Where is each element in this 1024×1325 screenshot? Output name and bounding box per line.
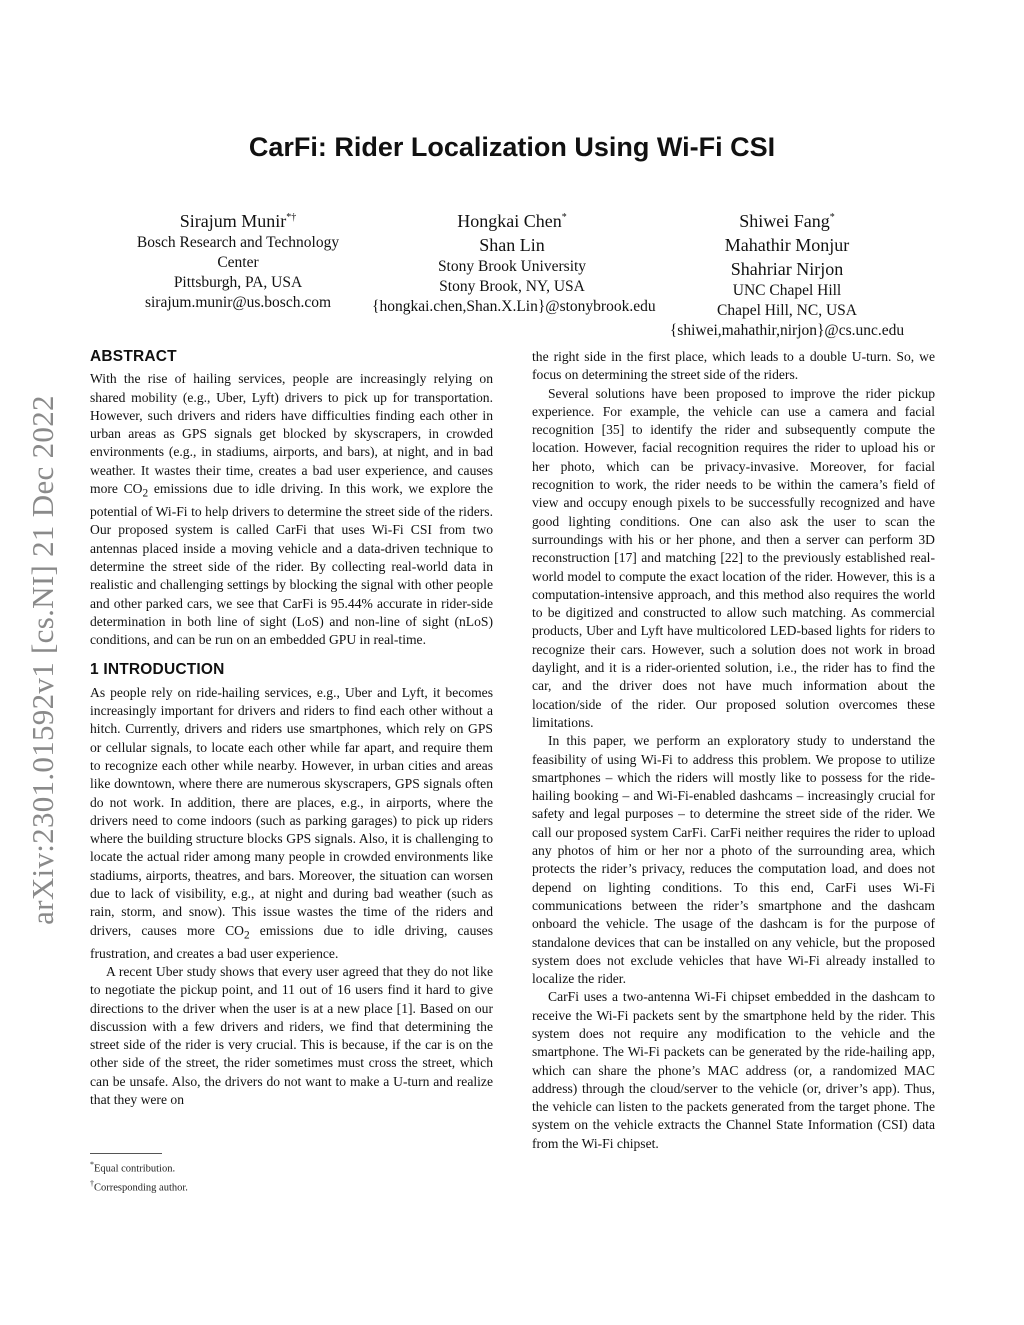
author-affiliation: Stony Brook University (437, 258, 587, 275)
author-affiliation: UNC Chapel Hill (732, 282, 842, 299)
author-block-munir (110, 206, 366, 313)
author-email[interactable]: {shiwei,mahathir,nirjon}@cs.unc.edu (669, 322, 905, 339)
intro-paragraph-2-continued: the right side in the first place, which leads to a double U-turn. So, we focus on determining the street side of the riders. (532, 349, 935, 383)
introduction-heading: 1 INTRODUCTION (90, 661, 225, 679)
author-name: Mahathir Monjur (724, 235, 850, 255)
intro-paragraph-3: Several solutions have been proposed to improve the rider pickup experience. For example, the vehicle can use a camera and facial recognition [35] to identify the rider and subsequently compute the location. However, facial recognition requires the rider to upload his or her photo, which can be privacy-invasive. Moreover, for facial recognition to work, the rider needs to be within the camera’s field of view and occupy enough pixels to be successfully recognized and have good lighting conditions. One can also ask the user to scan the surroundings with his or her phone, and then a server can perform 3D reconstruction [17] and matching [22] to the previously established real-world model to compute the exact location of the rider. However, this is a computation-intensive approach, and this method also requires the world to be digitized and constructed to allow such matching. As commercial products, Uber and Lyft have multicolored LED-based lights for riders to recognize their cars. However, such a solution does not work in broad daylight, and it is a rider-oriented solution, i.e., the rider has to find the car, and the driver does not have much information about the location/side of the rider. Our proposed solution overcomes these limitations. (532, 385, 935, 730)
abstract-heading: ABSTRACT (90, 348, 177, 365)
right-column (532, 348, 935, 1153)
author-location: Chapel Hill, NC, USA (717, 302, 857, 319)
author-name: Shan Lin (479, 235, 545, 255)
author-location: Stony Brook, NY, USA (439, 278, 585, 295)
footnote-equal-contribution: *Equal contribution. (90, 1160, 176, 1175)
footnote-rule (90, 1153, 162, 1154)
intro-paragraph-1: As people rely on ride-hailing services, e.g., Uber and Lyft, it becomes increasingly important for drivers and riders to find each other without a hitch. Currently, drivers and riders use smartphones, which rely on GPS or cellular signals, to locate each other while far apart, and require them to recognize each other while nearby. However, in urban cities and areas like downtown, where there are numerous skyscrapers, GPS signals often do not work. In addition, there are places, e.g., in airports, where the drivers need to come indoors (such as parking garages) to pick up riders where the building structure blocks GPS signals. Also, it is challenging to locate the actual rider among many people in crowded environments like stadiums, airports, theatres, and bars. Moreover, the situation can worsen due to lack of visibility, e.g., at night and during bad weather (such as rain, storm, and snow). This issue wastes the time of the riders and drivers, causes more $CO_2$ emissions due to idle driving, causes frustration, and creates a bad user experience. (90, 684, 493, 961)
arxiv-identifier: arXiv:2301.01592v1 [cs.NI] 21 Dec 2022 (25, 395, 60, 925)
author-affiliation: Bosch Research and Technology (136, 234, 340, 251)
author-email[interactable]: sirajum.munir@us.bosch.com (144, 294, 332, 311)
author-name: Hongkai Chen* (457, 211, 567, 231)
author-block-fang-monjur-nirjon (650, 206, 924, 341)
paper-title: CarFi: Rider Localization Using Wi-Fi CSI (248, 132, 776, 162)
intro-paragraph-2: A recent Uber study shows that every user agreed that they do not like to negotiate the pickup point, and 11 out of 16 users find it hard to give directions to the driver when the user is at a new place [1]. Based on our discussion with a few drivers and riders, we find that determining the street side of the rider is very crucial. This is because, if the car is on the other side of the street, the rider sometimes must cross the street, which can be unsafe. Also, the drivers do not want to make a U-turn and realize that they were on (90, 963, 493, 1108)
intro-paragraph-4: In this paper, we perform an exploratory study to understand the feasibility of using Wi-Fi to address this problem. We propose to utilize smartphones – which the riders will mostly like to possess for the ride-hailing booking – and Wi-Fi-enabled dashcams – increasingly crucial for safety and legal purposes – to determine the street side of the rider. We call our proposed system CarFi. CarFi neither requires the rider to upload any photos of him or her nor a photo of the surrounding area, which protects the rider’s privacy, reduces the computation load, and does not depend on lighting conditions. To this end, CarFi uses Wi-Fi communications between the rider’s smartphone and the dashcam onboard the vehicle. The usage of the dashcam is for the purpose of standalone devices that can be installed on any vehicle, but the proposed system does not exclude vehicles that have Wi-Fi already installed to localize the rider. (532, 733, 935, 987)
author-block-chen-lin (372, 206, 656, 317)
footnotes (90, 1153, 493, 1195)
intro-paragraph-5: CarFi uses a two-antenna Wi-Fi chipset embedded in the dashcam to receive the Wi-Fi packets sent by the smartphone held by the rider. This system does not require any modification to the vehicle and the smartphone. The Wi-Fi packets can be generated by the ride-hailing app, which can share the phone’s MAC address (or, a randomized MAC address) through the cloud/server to the vehicle (or, driver’s app). Thus, the vehicle can listen to the packets generated from the target phone. The system on the vehicle extracts the Channel State Information (CSI) data from the Wi-Fi chipset. (532, 989, 935, 1151)
author-affiliation: Center (217, 254, 259, 271)
author-name: Shiwei Fang* (739, 211, 835, 231)
abstract-paragraph: With the rise of hailing services, people are increasingly relying on shared mobility (e.g., Uber, Lyft) drivers to pick up for transportation. However, such drivers and riders have difficulties finding each other in urban areas as GPS signals get blocked by skyscrapers, in crowded environments (e.g., in stadiums, airports, and bars), at night, and in bad weather. It wastes their time, creates a bad user experience, and causes more $CO_2$ emissions due to idle driving. In this work, we explore the potential of Wi-Fi to help drivers to determine the street side of the riders. Our proposed system is called CarFi that uses Wi-Fi CSI from two antennas placed inside a moving vehicle and a data-driven technique to determine the street side of the rider. By collecting real-world data in realistic and challenging settings by blocking the signal with other people and other parked cars, we see that CarFi is 95.44% accurate in rider-side determination in both line of sight (LoS) and non-line of sight (nLoS) conditions, and can be run on an embedded GPU in real-time. (90, 371, 494, 648)
author-name: Shahriar Nirjon (730, 259, 844, 279)
footnote-corresponding-author: †Corresponding author. (90, 1178, 188, 1193)
arxiv-sidebar-stamp (18, 360, 68, 960)
author-email[interactable]: {hongkai.chen,Shan.X.Lin}@stonybrook.edu (372, 298, 656, 315)
author-name: Sirajum Munir*† (179, 211, 297, 231)
author-location: Pittsburgh, PA, USA (173, 274, 303, 291)
left-column (90, 348, 493, 1109)
